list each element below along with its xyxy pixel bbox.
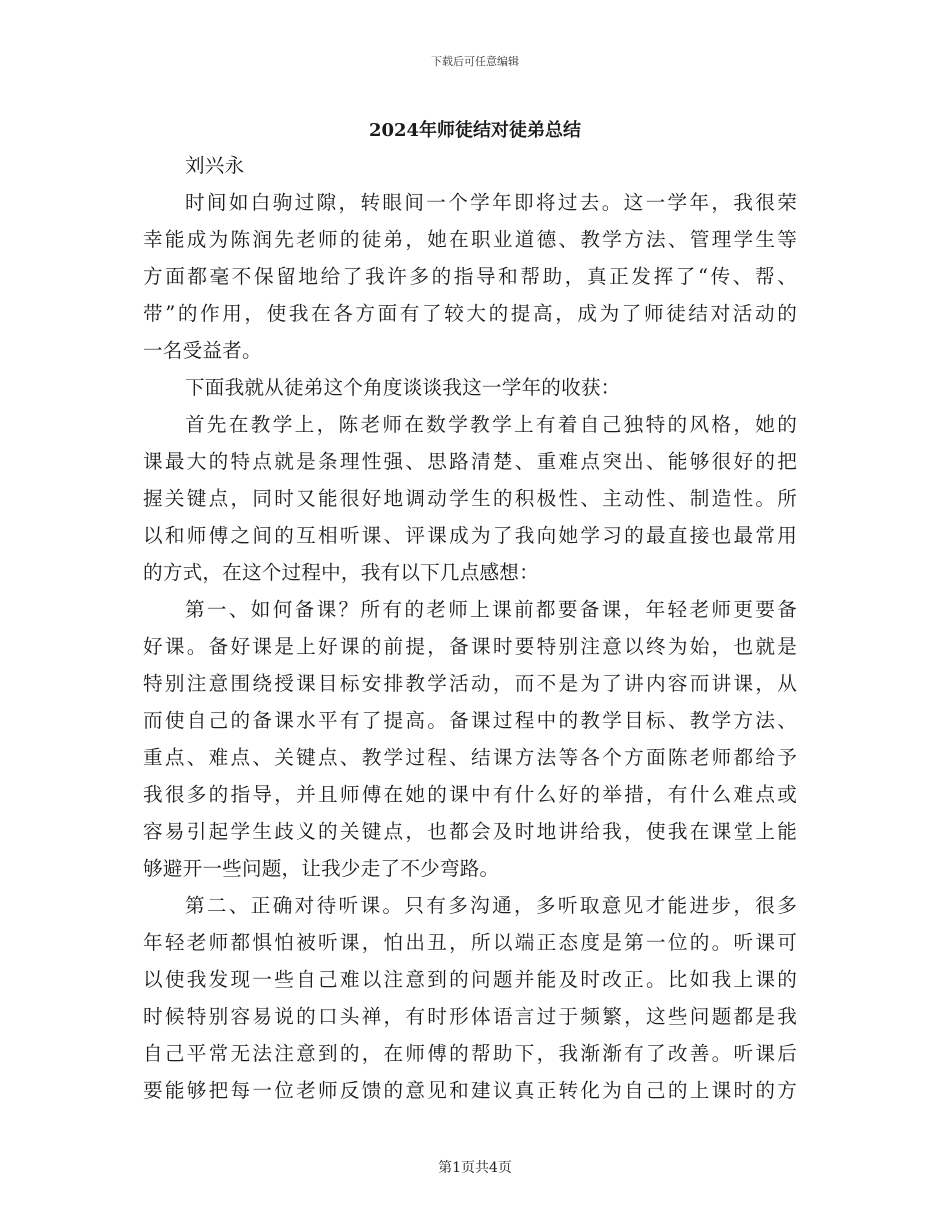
body-line: 首先在教学上，陈老师在数学教学上有着自己独特的风格，她的 xyxy=(185,413,797,436)
body-line: 带”的作用，使我在各方面有了较大的提高，成为了师徒结对活动的 xyxy=(143,302,797,325)
page-footer: 第1页共4页 xyxy=(438,1160,512,1176)
body-line: 的方式，在这个过程中，我有以下几点感想： xyxy=(143,561,539,584)
body-line: 以使我发现一些自己难以注意到的问题并能及时改正。比如我上课的 xyxy=(143,968,797,991)
body-line: 课最大的特点就是条理性强、思路清楚、重难点突出、能够很好的把 xyxy=(143,450,797,473)
body-line: 要能够把每一位老师反馈的意见和建议真正转化为自己的上课时的方 xyxy=(143,1079,797,1102)
body-line: 第二、正确对待听课。只有多沟通，多听取意见才能进步，很多 xyxy=(185,894,797,917)
author-line: 刘兴永 xyxy=(185,154,245,177)
body-line: 时间如白驹过隙，转眼间一个学年即将过去。这一学年，我很荣 xyxy=(185,191,797,214)
body-line: 而使自己的备课水平有了提高。备课过程中的教学目标、教学方法、 xyxy=(143,709,797,732)
body-line: 年轻老师都惧怕被听课，怕出丑，所以端正态度是第一位的。听课可 xyxy=(143,931,797,954)
body-line: 重点、难点、关键点、教学过程、结课方法等各个方面陈老师都给予 xyxy=(143,746,797,769)
body-line: 幸能成为陈润先老师的徒弟，她在职业道德、教学方法、管理学生等 xyxy=(143,228,797,251)
document-body xyxy=(143,147,797,1109)
body-line: 下面我就从徒弟这个角度谈谈我这一学年的收获： xyxy=(185,376,621,399)
body-line: 时候特别容易说的口头禅，有时形体语言过于频繁，这些问题都是我 xyxy=(143,1005,797,1028)
body-line: 方面都毫不保留地给了我许多的指导和帮助，真正发挥了“传、帮、 xyxy=(143,265,797,288)
body-line: 好课。备好课是上好课的前提，备课时要特别注意以终为始，也就是 xyxy=(143,635,797,658)
body-line: 自己平常无法注意到的，在师傅的帮助下，我渐渐有了改善。听课后 xyxy=(143,1042,797,1065)
document-title: 2024年师徒结对徒弟总结 xyxy=(368,120,582,141)
page-header: 下载后可任意编辑 xyxy=(431,55,519,68)
body-line: 特别注意围绕授课目标安排教学活动，而不是为了讲内容而讲课，从 xyxy=(143,672,797,695)
body-line: 第一、如何备课？所有的老师上课前都要备课，年轻老师更要备 xyxy=(185,598,797,621)
body-line: 一名受益者。 xyxy=(143,339,262,362)
body-line: 我很多的指导，并且师傅在她的课中有什么好的举措，有什么难点或 xyxy=(143,783,797,806)
body-line: 够避开一些问题，让我少走了不少弯路。 xyxy=(143,857,500,880)
body-line: 容易引起学生歧义的关键点，也都会及时地讲给我，使我在课堂上能 xyxy=(143,820,797,843)
body-line: 以和师傅之间的互相听课、评课成为了我向她学习的最直接也最常用 xyxy=(143,524,797,547)
body-line: 握关键点，同时又能很好地调动学生的积极性、主动性、制造性。所 xyxy=(143,487,797,510)
